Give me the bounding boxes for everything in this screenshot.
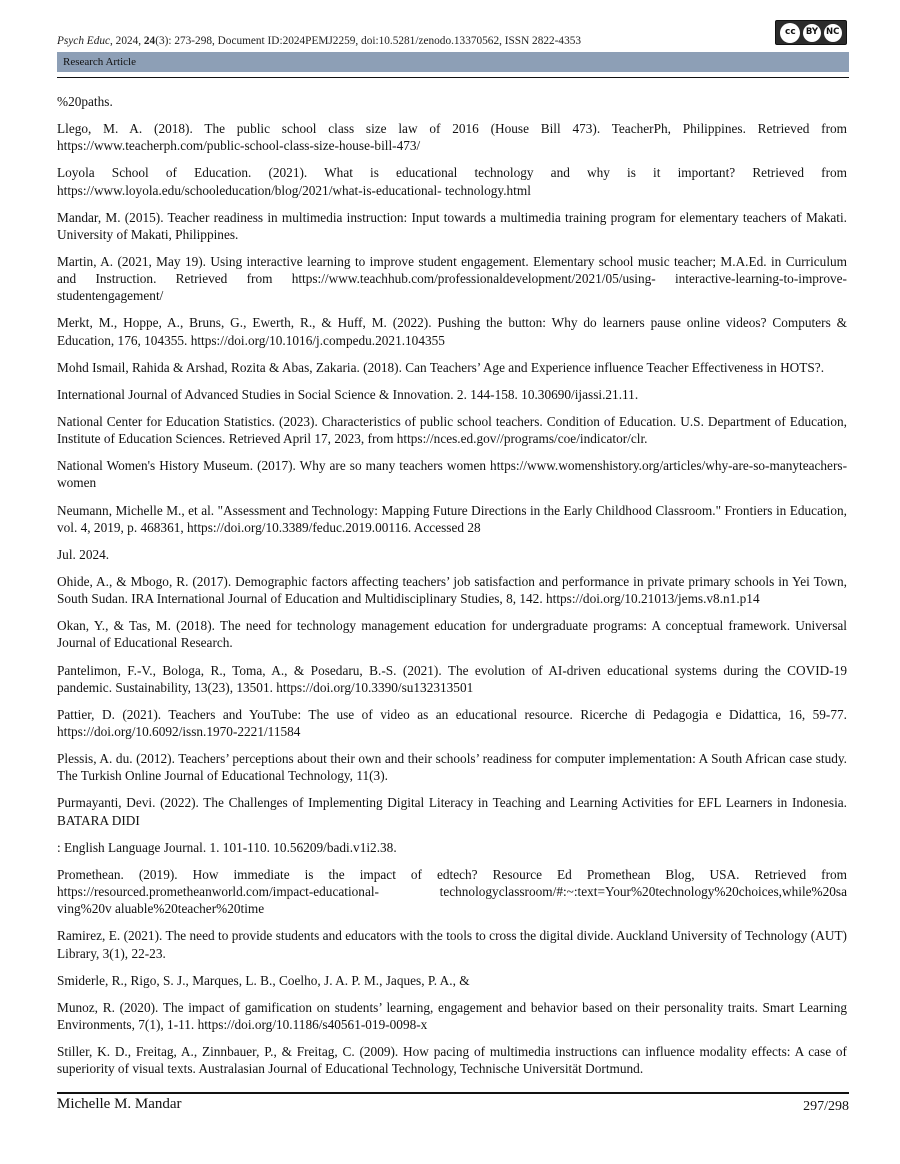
running-header <box>57 35 697 47</box>
section-label: Research Article <box>63 56 136 68</box>
volume-number: 24 <box>143 35 156 47</box>
reference-item: Pattier, D. (2021). Teachers and YouTube: The use of video as an educational resource. Ricerche di Pedagogia e Didattica, 16, 59-77. https://doi.org/10.6092/issn.1970-2221/11584 <box>57 706 847 740</box>
reference-item: National Women's History Museum. (2017). Why are so many teachers women https://www.womenshistory.org/articles/why-are-so-manyteachers- women <box>57 458 847 491</box>
reference-item: Plessis, A. du. (2012). Teachers’ perceptions about their own and their schools’ readiness for computer implementation: A South African case study. The Turkish Online Journal of Educational Technology, 11(3). <box>57 751 847 784</box>
creative-commons-icon: cc <box>780 23 800 43</box>
reference-item: Pantelimon, F.-V., Bologa, R., Toma, A., & Posedaru, B.-S. (2021). The evolution of AI-driven educational systems during the COVID-19 pandemic. Sustainability, 13(23), 13501. https://doi.org/10.3390/su132313501 <box>57 662 847 695</box>
cc-license-badge <box>775 20 847 45</box>
reference-item: International Journal of Advanced Studies in Social Science & Innovation. 2. 144-158. 10.30690/ijassi.21.11. <box>57 386 639 402</box>
footer-divider <box>57 1092 849 1094</box>
page-number: 297/298 <box>803 1099 849 1114</box>
reference-item: Jul. 2024. <box>57 546 110 562</box>
section-band <box>57 52 849 72</box>
reference-item: Okan, Y., & Tas, M. (2018). The need for technology management education for undergraduate programs: A conceptual framework. Universal Journal of Educational Research. <box>57 618 847 651</box>
reference-item: National Center for Education Statistics. (2023). Characteristics of public school teachers. Condition of Education. U.S. Department of Education, Institute of Education Sciences. Retrieved April 17, 2023, from https://nces.ed.gov//programs/coe/indicator/clr. <box>57 413 847 447</box>
reference-item: Ramirez, E. (2021). The need to provide students and educators with the tools to cross the digital divide. Auckland University of Technology (AUT) Library, 3(1), 22-23. <box>57 928 847 961</box>
reference-item: Mandar, M. (2015). Teacher readiness in multimedia instruction: Input towards a multimedia training program for elementary teachers of Makati. University of Makati, Philippines. <box>57 209 847 242</box>
header-divider <box>57 77 849 78</box>
noncommercial-icon: NC <box>824 24 842 42</box>
reference-item: Merkt, M., Hoppe, A., Bruns, G., Ewerth, R., & Huff, M. (2022). Pushing the button: Why do learners pause online videos? Computers & Education, 176, 104355. https://doi.org/10.1016/j.compedu.2021.104355 <box>57 315 847 348</box>
reference-item: Ohide, A., & Mbogo, R. (2017). Demographic factors affecting teachers’ job satisfaction and performance in private primary schools in Yei Town, South Sudan. IRA International Journal of Education and Multidisciplinary Studies, 8, 142. https://doi.org/10.21013/jems.v8.n1.p14 <box>57 573 847 607</box>
reference-item: Promethean. (2019). How immediate is the impact of edtech? Resource Ed Promethean Blog, USA. Retrieved from https://resourced.prometheanworld.com/impact-educational- technologyclassroom/#:~:text=Your%20technology%20choices,while%20sa ving%20v aluable%20teacher%20time <box>57 866 847 917</box>
reference-list <box>57 93 847 1087</box>
reference-item: Llego, M. A. (2018). The public school class size law of 2016 (House Bill 473). TeacherPh, Philippines. Retrieved from https://www.teacherph.com/public-school-class-size-house-bill-473/ <box>57 121 847 154</box>
reference-item: Loyola School of Education. (2021). What is educational technology and why is it important? Retrieved from https://www.loyola.edu/schooleducation/blog/2021/what-is-educational- technology.html <box>57 165 847 198</box>
reference-item: Martin, A. (2021, May 19). Using interactive learning to improve student engagement. Elementary school music teacher; M.A.Ed. in Curriculum and Instruction. Retrieved from https://www.teachhub.com/professionaldevelopment/2021/05/using- interactive-learning-to-improve-studentengagement/ <box>57 253 847 304</box>
reference-item: : English Language Journal. 1. 101-110. 10.56209/badi.v1i2.38. <box>57 839 397 855</box>
citation-pre: , 2024, <box>110 35 144 47</box>
attribution-icon: BY <box>803 24 821 42</box>
reference-item: Neumann, Michelle M., et al. "Assessment and Technology: Mapping Future Directions in the Early Childhood Classroom." Frontiers in Education, vol. 4, 2019, p. 468361, https://doi.org/10.3389/feduc.2019.00116. Accessed 28 <box>57 502 847 535</box>
reference-item: Smiderle, R., Rigo, S. J., Marques, L. B., Coelho, J. A. P. M., Jaques, P. A., & <box>57 972 470 988</box>
reference-item: Stiller, K. D., Freitag, A., Zinnbauer, P., & Freitag, C. (2009). How pacing of multimedia instructions can influence modality effects: A case of superiority of visual texts. Australasian Journal of Educational Technology, Technische Universität Dortmund. <box>57 1044 847 1077</box>
journal-name: Psych Educ <box>57 35 111 47</box>
reference-item: Munoz, R. (2020). The impact of gamification on students’ learning, engagement and behavior based on their personality traits. Smart Learning Environments, 7(1), 1-11. https://doi.org/10.1186/s40561-019-0098-x <box>57 999 847 1032</box>
reference-item: Purmayanti, Devi. (2022). The Challenges of Implementing Digital Literacy in Teaching and Learning Activities for EFL Learners in Indonesia. BATARA DIDI <box>57 795 847 828</box>
reference-item: Mohd Ismail, Rahida & Arshad, Rozita & Abas, Zakaria. (2018). Can Teachers’ Age and Experience influence Teacher Effectiveness in HOTS?. <box>57 359 825 375</box>
citation-post: (3): 273-298, Document ID:2024PEMJ2259, doi:10.5281/zenodo.13370562, ISSN 2822-4353 <box>155 35 582 47</box>
footer-author: Michelle M. Mandar <box>57 1096 182 1112</box>
reference-item: %20paths. <box>57 94 113 109</box>
